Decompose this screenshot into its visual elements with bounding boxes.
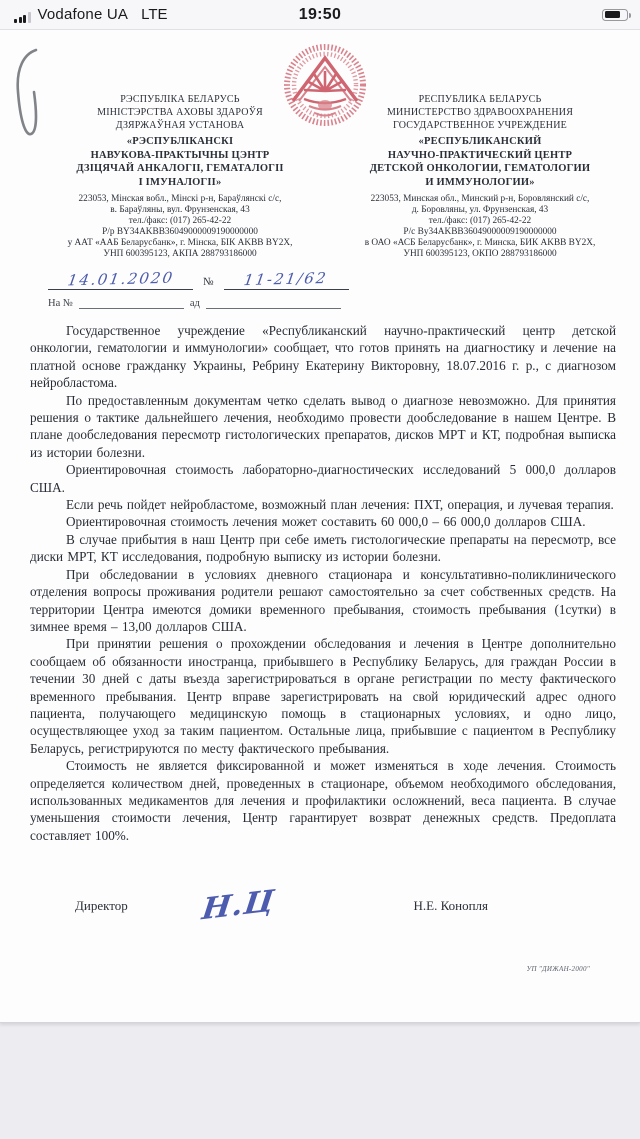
body-paragraph: Ориентировочная стоимость лабораторно-диагностических исследований 5 000,0 долларов США. xyxy=(30,462,616,495)
body-paragraph: При принятии решения о прохождении обследования и лечения в Центре дополнительно сообщаем об обязанности иностранца, прибывшего в Республику Беларусь, для граждан России в течении 30 дней с даты въезда зарегистрироваться в органе регистрации по месту фактического временного пребывания. Центр вправе зарегистрировать на свой юридический адрес одного пациента, получающего медицинскую помощь в стационарных условиях, и одно лицо, осуществляющее уход за таким пациентом. Остальные лица, прибывшие с пациентом в Республику Беларусь, регистрируются по месту фактического пребывания. xyxy=(30,636,616,756)
address-line: тел./факс: (017) 265-42-22 xyxy=(428,216,532,226)
org-name-line: И ИММУНОЛОГИИ» xyxy=(425,176,535,188)
handwritten-date: 14.01.2020 xyxy=(65,268,176,290)
org-name-line: І ІМУНАЛОГІІ» xyxy=(138,176,222,188)
status-bar xyxy=(0,0,640,30)
scanned-document xyxy=(0,30,640,1023)
org-name-line: «РЭСПУБЛІКАНСКІ xyxy=(126,136,234,147)
on-number-label: На № xyxy=(48,298,73,309)
body-paragraph: Если речь пойдет нейробластоме, возможный план лечения: ПХТ, операция, и лучевая терапия. xyxy=(66,497,614,513)
handwritten-number: 11-21/62 xyxy=(242,268,330,290)
body-paragraph: Стоимость не является фиксированной и может изменяться в ходе лечения. Стоимость определяется количеством дней, проведенных в стационаре, объемом необходимого обследования, использованных медикаментов для лечения и профилактики осложнений, веса пациента. В случае уменьшения стоимости лечения, Центр гарантирует возврат денежных средств. Предоплата составляет 100%. xyxy=(30,758,616,843)
ministry-line: ДЗЯРЖАЎНАЯ УСТАНОВА xyxy=(115,120,245,131)
address-line: д. Боровляны, ул. Фрунзенская, 43 xyxy=(411,205,549,215)
ministry-line: МИНИСТЕРСТВО ЗДРАВООХРАНЕНИЯ xyxy=(386,107,574,118)
address-line: 223053, Мінская вобл., Мінскі р-н, Бараўлянскі с/с, xyxy=(78,194,282,204)
org-name-line: НАВУКОВА-ПРАКТЫЧНЫ ЦЭНТР xyxy=(90,149,270,161)
address-line: 223053, Минская обл., Минский р-н, Боровлянский с/с, xyxy=(370,194,590,204)
org-name-line: НАУЧНО-ПРАКТИЧЕСКИЙ ЦЕНТР xyxy=(387,149,573,161)
body-paragraph: По предоставленным документам четко сделать вывод о диагнозе невозможно. Для принятия решения о тактике дальнейшего лечения, необходимо провести дообследование в нашем Центре. В плане дообследования пересмотр гистологических препаратов, дисков МРТ и КТ, подробная выписка из истории болезни. xyxy=(30,392,616,460)
ministry-line: МІНІСТЭРСТВА АХОВЫ ЗДАРОЎЯ xyxy=(97,107,263,118)
carrier-label: Vodafone UA xyxy=(37,6,129,23)
battery-icon xyxy=(602,9,628,21)
org-name-line: ДЕТСКОЙ ОНКОЛОГИИ, ГЕМАТОЛОГИИ xyxy=(369,163,591,174)
print-shop-note: УП "ДИЖАН-2000" xyxy=(526,965,590,974)
letter-body xyxy=(30,322,616,844)
address-line: тел./факс: (017) 265-42-22 xyxy=(128,216,232,226)
address-line: Р/с By34AKBB36049000009190000000 xyxy=(403,227,557,237)
ministry-line: РЭСПУБЛІКА БЕЛАРУСЬ xyxy=(120,94,240,105)
blank-underline xyxy=(206,297,341,309)
address-line: в. Бараўляны, вул. Фрунзенская, 43 xyxy=(110,205,250,215)
incoming-ref-line xyxy=(48,297,618,309)
signature-block xyxy=(30,884,618,928)
org-name-line: ДЗІЦЯЧАЙ АНКАЛОГІІ, ГЕМАТАЛОГІІ xyxy=(76,163,284,174)
signer-title: Директор xyxy=(75,897,128,913)
paperclip-icon xyxy=(6,44,46,164)
outgoing-ref-line xyxy=(48,270,618,290)
network-type-label: LTE xyxy=(141,6,168,23)
signer-name: Н.Е. Конопля xyxy=(413,897,489,913)
body-paragraph: В случае прибытия в наш Центр при себе иметь гистологические препараты на пересмотр, все диски МРТ, КТ исследования, подробную выписку из истории болезни. xyxy=(30,531,616,565)
address-line: у ААТ «ААБ Беларусбанк», г. Мінска, БІК AKBB BY2X, xyxy=(67,238,293,248)
ministry-line: РЕСПУБЛИКА БЕЛАРУСЬ xyxy=(418,94,542,105)
address-line: Р/р BY34AKBB36049000009190000000 xyxy=(102,227,258,237)
clock-label: 19:50 xyxy=(298,5,342,23)
number-sign-label: № xyxy=(203,276,214,288)
address-line: УНП 600395123, ОКПО 288793186000 xyxy=(403,249,557,259)
org-name-line: «РЕСПУБЛИКАНСКИЙ xyxy=(418,136,542,147)
handwritten-signature: Н.Ц xyxy=(199,884,277,928)
blank-underline xyxy=(79,297,184,309)
body-paragraph: Ориентировочная стоимость лечения может составить 60 000,0 – 66 000,0 долларов США. xyxy=(66,514,586,530)
address-line: в ОАО «АСБ Беларусбанк», г. Минска, БИК AKBB BY2X, xyxy=(364,238,596,248)
body-paragraph: При обследовании в условиях дневного стационара и консультативно-поликлинического отделения вопросы проживания родители решают самостоятельно за счет собственных средств. На территории Центра имеются домики временного пребывания, стоимость пребывания (1сутки) в зимнее время – 13,00 долларов США. xyxy=(30,566,616,634)
state-emblem-icon xyxy=(271,43,379,129)
ad-label: ад xyxy=(189,298,200,309)
body-paragraph: Государственное учреждение «Республиканский научно-практический центр детской онкологии, гематологии и иммунологии» сообщает, что готов принять на диагностику и лечение на платной основе гражданку Украины, Ребрину Екатерину Викторовну, 18.07.2016 г. р., с диагнозом нейробластома. xyxy=(30,323,616,391)
ministry-line: ГОСУДАРСТВЕННОЕ УЧРЕЖДЕНИЕ xyxy=(393,120,567,131)
address-line: УНП 600395123, АКПА 288793186000 xyxy=(103,249,257,259)
